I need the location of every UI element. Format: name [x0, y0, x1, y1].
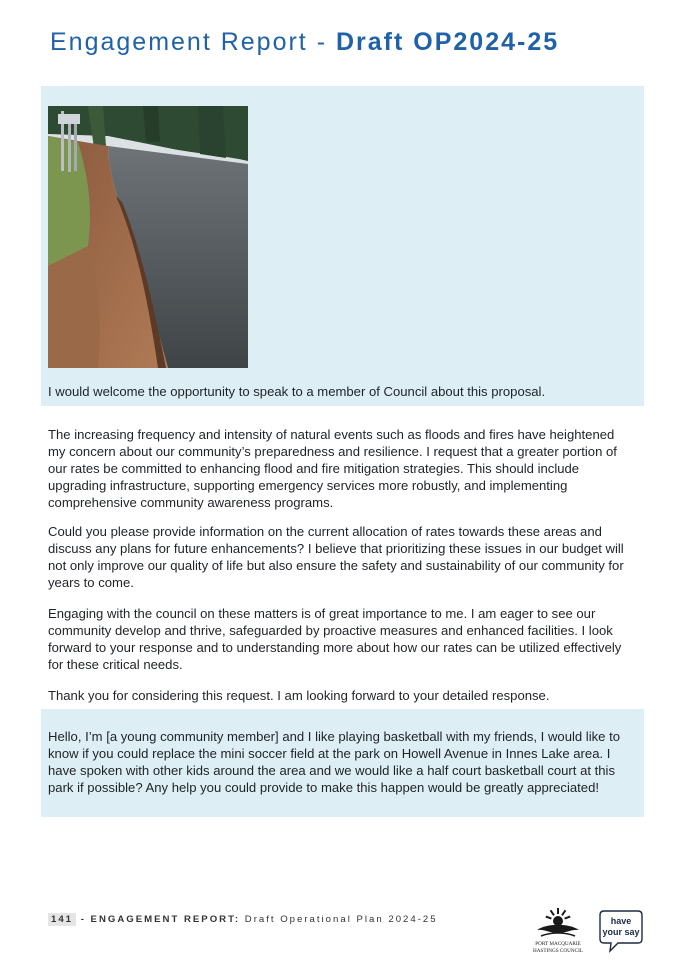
title-bold: Draft OP2024-25	[335, 28, 560, 56]
submission-block-3	[41, 709, 644, 817]
submission-2-paragraph-2: Could you please provide information on the current allocation of rates towards these areas and discuss any plans for future enhancements? I believe that prioritizing these issues in our budget will not only improve our quality of life but also ensure the safety and sustainability of our community for years to come.	[48, 524, 624, 590]
submission-block-1	[41, 86, 644, 406]
submission-1-closing: I would welcome the opportunity to speak to a member of Council about this proposal.	[48, 384, 546, 399]
page-title	[50, 28, 559, 57]
title-regular: Engagement Report -	[50, 28, 336, 56]
have-your-say-line-1: have	[610, 916, 632, 926]
submission-3-text: Hello, I’m [a young community member] and I like playing basketball with my friends, I would like to know if you could replace the mini soccer field at the park on Howell Avenue in Innes Lake area. I have spoken with other kids around the area and we would like a half court basketball court at this park if possible? Any help you could provide to make this happen would be greatly appreciated!	[48, 729, 621, 795]
roadside-photo	[48, 106, 248, 368]
have-your-say-logo	[598, 909, 644, 953]
page-number: 141	[48, 913, 76, 926]
council-emblem-icon	[527, 905, 589, 939]
submission-2-paragraph-4: Thank you for considering this request. I am looking forward to your detailed response.	[48, 688, 550, 703]
council-logo	[527, 905, 589, 957]
footer-doc-title: Draft Operational Plan 2024-25	[244, 914, 438, 925]
council-name-line-2: HASTINGS COUNCIL	[532, 948, 583, 954]
submission-2-paragraph-1: The increasing frequency and intensity of natural events such as floods and fires have heightened my concern about our community’s preparedness and resilience. I request that a greater portion of our rates be committed to enhancing flood and fire mitigation strategies. This should include upgrading infrastructure, supporting emergency services more robustly, and implementing comprehensive community awareness programs.	[48, 427, 617, 510]
submission-2-paragraph-3: Engaging with the council on these matters is of great importance to me. I am eager to see our community develop and thrive, safeguarded by proactive measures and enhanced facilities. I look forward to your response and to understanding more about how our rates can be utilized effectively for these critical needs.	[48, 606, 622, 672]
have-your-say-line-2: your say	[602, 927, 640, 937]
page-footer	[48, 914, 438, 925]
council-name-line-1: PORT MACQUARIE	[535, 941, 581, 947]
footer-label: - ENGAGEMENT REPORT:	[80, 914, 241, 925]
